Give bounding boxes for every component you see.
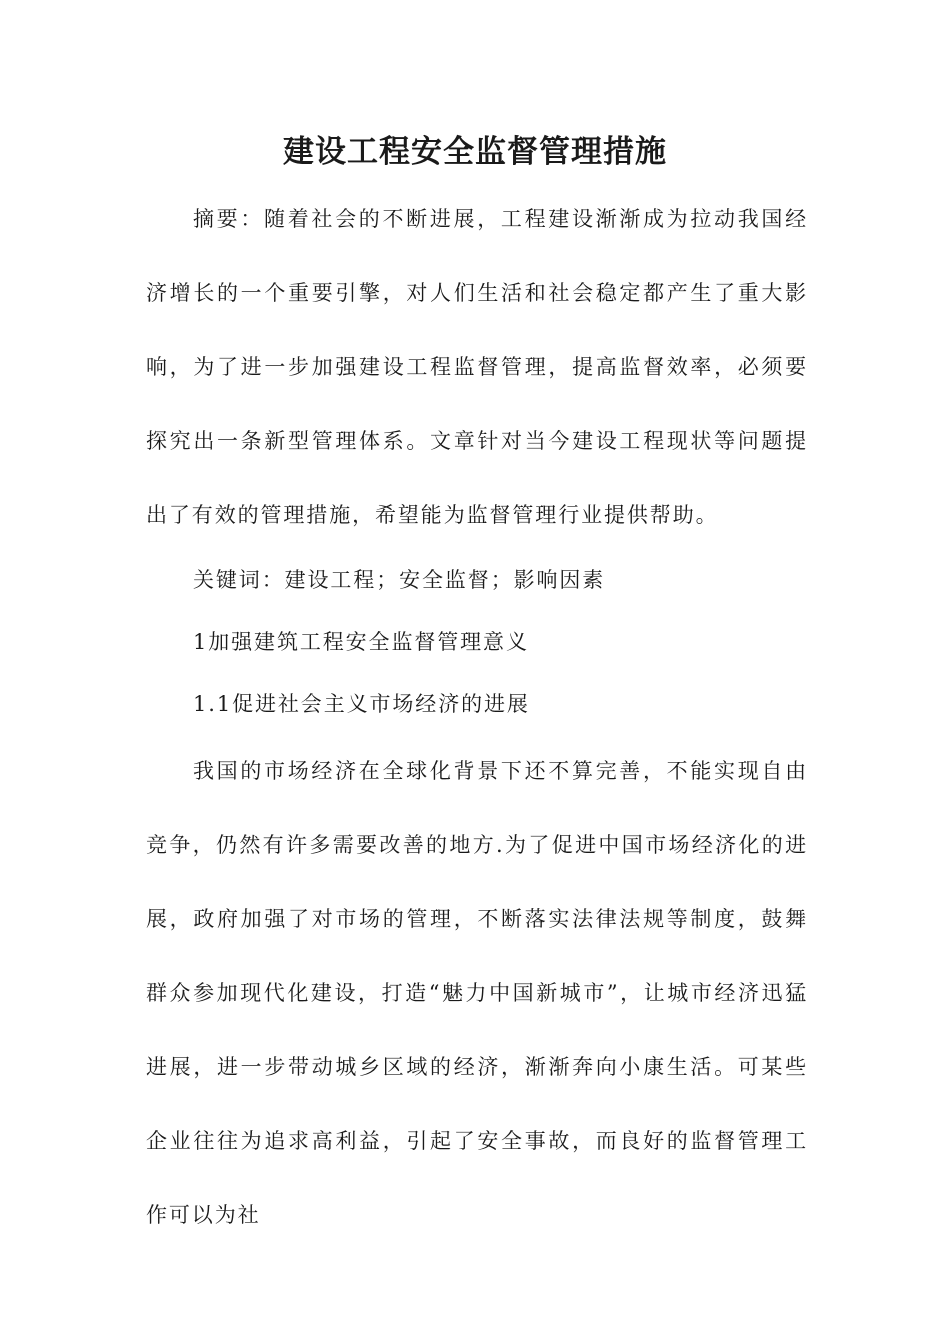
keywords-line: 关键词：建设工程；安全监督；影响因素 (193, 568, 606, 592)
abstract-paragraph: 摘要：随着社会的不断进展，工程建设渐渐成为拉动我国经济增长的一个重要引擎，对人们生活和社会稳定都产生了重大影响，为了进一步加强建设工程监督管理，提高监督效率，必须要探究出一条新型管理体系。文章针对当今建设工程现状等问题提出了有效的管理措施，希望能为监督管理行业提供帮助。 (146, 207, 808, 527)
section-1-heading: 1加强建筑工程安全监督管理意义 (193, 630, 529, 654)
section-1-1-body: 我国的市场经济在全球化背景下还不算完善，不能实现自由竞争，仍然有许多需要改善的地方.为了促进中国市场经济化的进展，政府加强了对市场的管理，不断落实法律法规等制度，鼓舞群众参加现代化建设，打造“魅力中国新城市”，让城市经济迅猛进展，进一步带动城乡区域的经济，渐渐奔向小康生活。可某些企业往往为追求高利益，引起了安全事故，而良好的监督管理工作可以为社 (146, 759, 808, 1227)
document-title: 建设工程安全监督管理措施 (283, 134, 667, 170)
section-1-1-heading: 1.1促进社会主义市场经济的进展 (193, 692, 530, 716)
